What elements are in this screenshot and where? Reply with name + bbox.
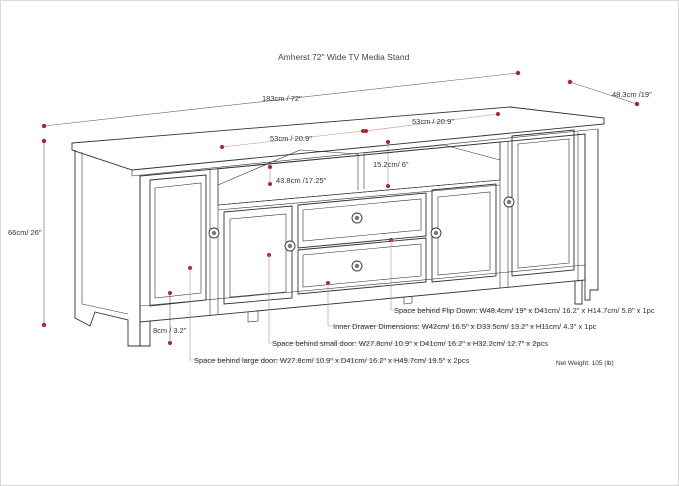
shelf-depth-marker-top [268,165,272,169]
large-door-callout: Space behind large door: W27.8cm/ 10.9" x D41cm/ 16.2" x H49.7cm/ 19.5" x 2pcs [194,356,470,365]
width-label: 183cm / 72" [262,94,302,103]
width-marker-left [42,124,46,128]
net-weight-label: Net Weight: 105 (lb) [556,360,614,367]
small-door-right [432,184,496,282]
shelf-depth-marker-bottom [268,182,272,186]
leg-height-label: 8cm / 3.2" [153,326,187,335]
depth-label: 48.3cm /19" [612,90,652,99]
left-front-leg [140,321,150,346]
small-door-left [224,206,292,304]
left-side-panel [75,150,140,346]
shelf-height-label: 15.2cm/ 6" [373,160,409,169]
inner-drawer-leader [328,283,556,326]
diagram-title: Amherst 72" Wide TV Media Stand [278,52,410,62]
right-shelf-marker-b [496,112,500,116]
shelf-depth-label: 43.8cm /17.25" [276,176,327,185]
open-shelf-area [218,142,500,205]
large-door-left [150,175,206,306]
height-marker-top [42,139,46,143]
shelf-height-marker-bottom [386,184,390,188]
stand-top [72,107,604,170]
left-shelf-marker-a [220,145,224,149]
leg-height-marker-bottom [168,341,172,345]
center-foot-left [248,311,258,322]
height-marker-bottom [42,323,46,327]
leg-height-marker-top [168,291,172,295]
depth-marker-bottom [635,102,639,106]
right-front-leg [575,280,582,304]
height-label: 66cm/ 26" [8,228,42,237]
flip-down-callout: Space behind Flip Down: W48.4cm/ 19" x D41cm/ 16.2" x H14.7cm/ 5.8" x 1pc [394,306,655,315]
small-door-callout: Space behind small door: W27.8cm/ 10.9" x D41cm/ 16.2" x H32.2cm/ 12.7" x 2pcs [272,339,549,348]
right-side-panel [585,129,598,300]
flip-down-leader [391,240,552,310]
inner-drawer-callout: Inner Drawer Dimensions: W42cm/ 16.5" x D33.5cm/ 13.2" x H11cm/ 4.3" x 1pc [333,322,597,331]
width-marker-right [516,71,520,75]
right-shelf-marker-a [364,129,368,133]
large-door-right [512,130,574,276]
shelf-height-marker-top [386,140,390,144]
right-shelf-width-label: 53cm / 20.9'' [412,117,455,126]
depth-marker-top [568,80,572,84]
left-shelf-width-label: 53cm / 20.9" [270,134,312,143]
